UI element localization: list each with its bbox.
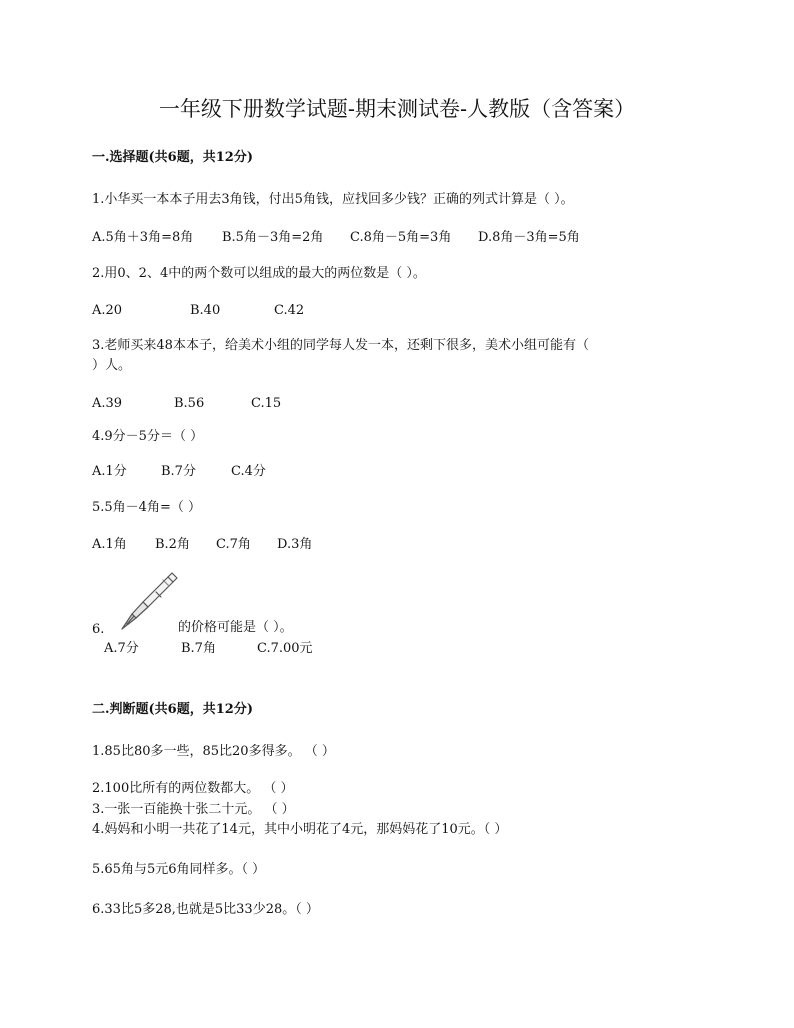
question-4: 4.9分－5分＝（ ） [92, 429, 204, 444]
question-3-line-2: ）人。 [92, 358, 132, 373]
section-1-heading: 一.选择题(共6题，共12分) [92, 150, 253, 165]
q1-option-b: B.5角－3角=2角 [222, 230, 324, 245]
question-6-number: 6. [92, 622, 105, 637]
question-2: 2.用0、2、4中的两个数可以组成的最大的两位数是（ ）。 [92, 266, 426, 281]
q2-option-c: C.42 [274, 303, 305, 318]
q5-option-a: A.1角 [92, 537, 127, 552]
q6-option-b: B.7角 [181, 641, 216, 656]
judgment-item-4: 4.妈妈和小明一共花了14元，其中小明花了4元，那妈妈花了10元。（ ） [92, 822, 508, 837]
question-3-line-1: 3.老师买来48本本子，给美术小组的同学每人发一本，还剩下很多，美术小组可能有（ [92, 338, 589, 353]
judgment-item-5: 5.65角与5元6角同样多。（ ） [92, 862, 266, 877]
q4-option-b: B.7分 [161, 464, 196, 479]
q5-option-b: B.2角 [155, 537, 190, 552]
section-2-heading: 二.判断题(共6题，共12分) [92, 702, 253, 717]
q5-option-c: C.7角 [216, 537, 251, 552]
q4-option-a: A.1分 [92, 464, 127, 479]
fountain-pen-icon [118, 570, 180, 632]
q3-option-b: B.56 [174, 396, 205, 411]
question-6-text: 的价格可能是（ ）。 [178, 620, 293, 635]
page-title: 一年级下册数学试题-期末测试卷-人教版（含答案） [158, 97, 636, 121]
q3-option-c: C.15 [251, 396, 282, 411]
q2-option-b: B.40 [190, 303, 221, 318]
q6-option-a: A.7分 [104, 641, 139, 656]
question-5: 5.5角－4角=（ ） [92, 500, 201, 515]
q1-option-a: A.5角＋3角=8角 [92, 230, 194, 245]
q1-option-d: D.8角－3角=5角 [478, 230, 580, 245]
q3-option-a: A.39 [92, 396, 123, 411]
judgment-item-3: 3.一张一百能换十张二十元。 （ ） [92, 802, 295, 817]
judgment-item-6: 6.33比5多28,也就是5比33少28。（ ） [92, 902, 319, 917]
q5-option-d: D.3角 [277, 537, 313, 552]
q4-option-c: C.4分 [231, 464, 266, 479]
q2-option-a: A.20 [92, 303, 123, 318]
judgment-item-1: 1.85比80多一些，85比20多得多。 （ ） [92, 744, 335, 759]
q1-option-c: C.8角－5角=3角 [350, 230, 452, 245]
judgment-item-2: 2.100比所有的两位数都大。 （ ） [92, 781, 294, 796]
question-1: 1.小华买一本本子用去3角钱，付出5角钱，应找回多少钱？正确的列式计算是（ ）。 [92, 192, 574, 207]
q6-option-c: C.7.00元 [257, 641, 313, 656]
